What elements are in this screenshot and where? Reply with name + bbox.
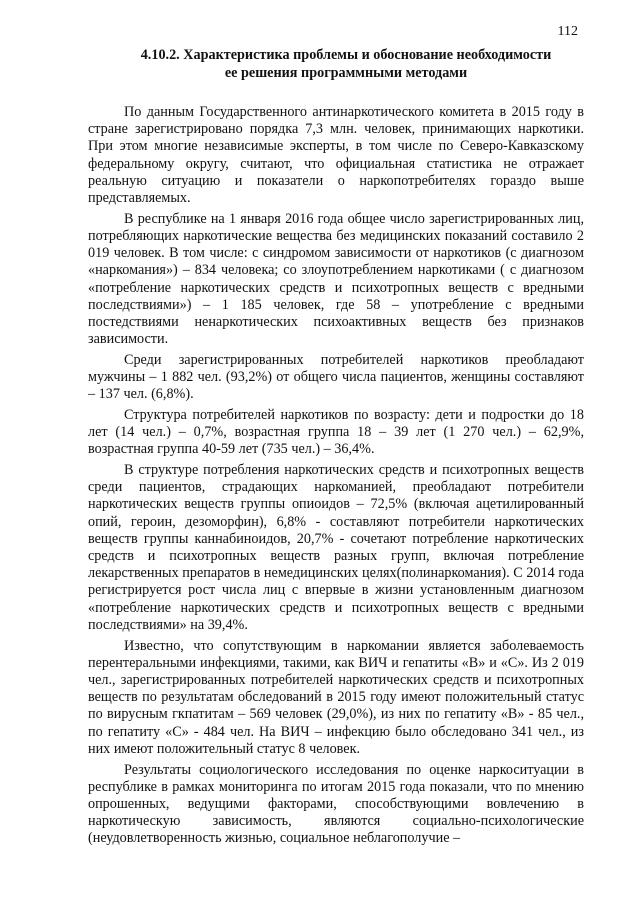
section-title xyxy=(96,46,596,82)
paragraph-narcotics-registered: По данным Государственного антинаркотического комитета в 2015 году в стране зарегистрировано порядка 7,3 млн. человек, принимающих наркотики. При этом многие независимые эксперты, в том числе по Северо-Кавказскому федеральному округу, считают, что официальная статистика не отражает реальную ситуацию и показатели о наркопотребителях гораздо выше представляемых. xyxy=(88,104,584,207)
section-title-line-1: 4.10.2. Характеристика проблемы и обоснование необходимости xyxy=(140,47,552,63)
paragraph-gender-structure: Среди зарегистрированных потребителей наркотиков преобладают мужчины – 1 882 чел. (93,2%) от общего числа пациентов, женщины составляют – 137 чел. (6,8%). xyxy=(88,351,584,403)
paragraph-age-structure: Структура потребителей наркотиков по возрасту: дети и подростки до 18 лет (14 чел.) – 0,7%, возрастная группа 18 – 39 лет (1 270 чел.) – 62,9%, возрастная группа 40-59 лет (735 чел.) – 36,4%. xyxy=(88,406,584,458)
body-text xyxy=(88,104,584,851)
page-number: 112 xyxy=(557,24,578,39)
section-title-line-2: ее решения программными методами xyxy=(224,65,468,81)
paragraph-consumption-structure: В структуре потребления наркотических средств и психотропных веществ среди пациентов, страдающих наркоманией, преобладают потребители наркотических веществ группы опиоидов – 72,5% (включая ацетилированный опий, героин, дезоморфин), 6,8% - составляют потребители наркотических веществ группы каннабиноидов, 20,7% - сочетают потребление наркотических средств и психотропных веществ разных групп, включая потребление лекарственных препаратов в немедицинских целях(полинаркомания). С 2014 года регистрируется рост числа лиц с впервые в жизни установленным диагнозом «потребление наркотических средств и психотропных веществ с вредными последствиями» на 39,4%. xyxy=(88,462,584,633)
paragraph-republic-statistics: В республике на 1 января 2016 года общее число зарегистрированных лиц, потребляющих наркотические вещества без медицинских показаний составило 2 019 человек. В том числе: с синдромом зависимости от наркотиков (с диагнозом «наркомания») – 834 человека; со злоупотреблением наркотиками ( с диагнозом «потребление наркотических средств и психотропных веществ с вредными последствиями») – 1 185 человек, где 58 – употребление с вредными постедствиями ненаркотических психоактивных веществ без признаков зависимости. xyxy=(88,210,584,348)
paragraph-infections: Известно, что сопутствующим в наркомании является заболеваемость перентеральными инфекциями, такими, как ВИЧ и гепатиты «В» и «С». Из 2 019 чел., зарегистрированных потребителей наркотических средств и психотропных веществ по результатам обследований в 2015 году имеют положительный статус по вирусным гкпатитам – 569 человек (29,0%), из них по гепатиту «В» - 85 чел., по гепатиту «С» - 484 чел. На ВИЧ – инфекцию было обследовано 341 чел., из них имеют положительный статус 8 человек. xyxy=(88,637,584,757)
paragraph-sociological-research: Результаты социологического исследования по оценке наркоситуации в республике в рамках мониторинга по итогам 2015 года показали, что по мнению опрошенных, ведущими факторами, способствующими вовлечению в наркотическую зависимость, являются социально-психологические (неудовлетворенность жизнью, социальное неблагополучие – xyxy=(88,761,584,847)
